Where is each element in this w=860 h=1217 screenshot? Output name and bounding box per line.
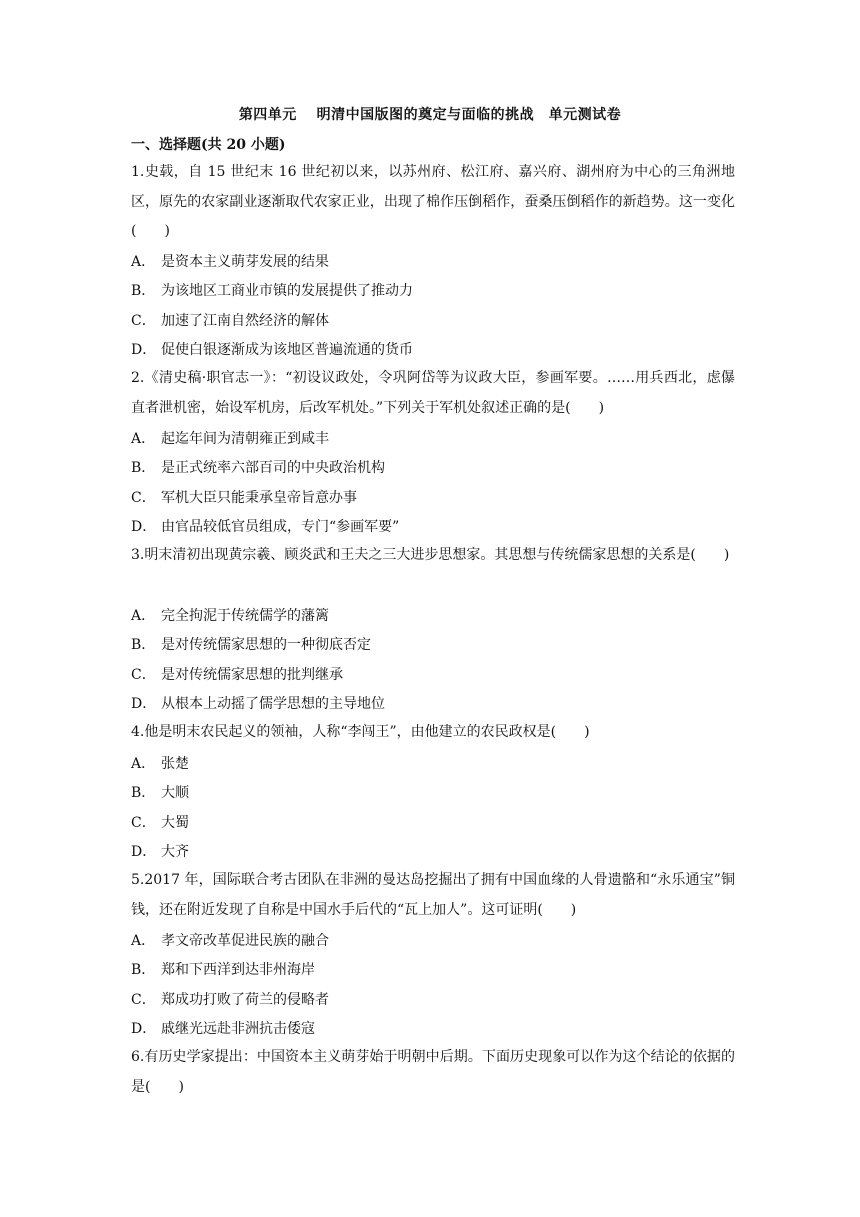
question-3-option-c [131,665,343,685]
question-1-stem: 1.史载，自 15 世纪末 16 世纪初以来，以苏州府、松江府、嘉兴府、湖州府为中心的三角洲地区，原先的农家副业逐渐取代农家正业，出现了棉作压倒稻作，蚕桑压倒稻作的新趋势。这一变化( ) [131,164,735,239]
option-letter: B． [131,283,156,299]
question-4-option-c [131,813,189,833]
option-text: 是对传统儒家思想的批判继承 [161,667,343,683]
option-letter: A． [131,431,156,447]
question-3-option-a [131,606,329,626]
question-2-option-a [131,429,329,449]
option-letter: A． [131,933,156,949]
option-letter: C． [131,667,156,683]
question-6-stem: 6.有历史学家提出：中国资本主义萌芽始于明朝中后期。下面历史现象可以作为这个结论的依据的是( ) [131,1049,735,1095]
option-text: 是正式统率六部百司的中央政治机构 [161,460,385,476]
question-3-option-d [131,694,385,714]
question-5-stem: 5.2017 年，国际联合考古团队在非洲的曼达岛挖掘出了拥有中国血缘的人骨遗骼和“永乐通宝”铜钱，还在附近发现了自称是中国水手后代的“瓦上加人”。这可证明( ) [131,872,735,918]
option-letter: D． [131,519,157,535]
option-letter: B． [131,785,156,801]
option-text: 郑成功打败了荷兰的侵略者 [161,992,329,1008]
option-text: 孝文帝改革促进民族的融合 [161,933,329,949]
option-letter: D． [131,844,157,860]
option-text: 完全拘泥于传统儒学的藩篱 [161,608,329,624]
question-1-option-c [131,311,329,331]
option-letter: A． [131,254,156,270]
question-3-stem: 3.明末清初出现黄宗羲、顾炎武和王夫之三大进步思想家。其思想与传统儒家思想的关系是( ) [131,547,730,563]
question-2-option-d [131,517,399,537]
question-5-option-c [131,990,329,1010]
question-5-option-a [131,931,329,951]
option-letter: B． [131,962,156,978]
option-letter: B． [131,637,156,653]
option-text: 张楚 [161,756,189,772]
option-letter: C． [131,992,156,1008]
option-letter: D． [131,342,157,358]
question-4-option-b [131,783,189,803]
option-text: 是资本主义萌芽发展的结果 [161,254,329,270]
option-letter: C． [131,490,156,506]
option-letter: D． [131,696,157,712]
option-text: 从根本上动摇了儒学思想的主导地位 [161,696,385,712]
question-4-option-d [131,842,189,862]
document-title: 第四单元 明清中国版图的奠定与面临的挑战 单元测试卷 [238,107,622,123]
question-5-option-d [131,1019,315,1039]
question-2-stem: 2.《清史稿·职官志一》：“初设议政处，令巩阿岱等为议政大臣，参画军要。……用兵西北，虑儤直者泄机密，始设军机房，后改军机处。”下列关于军机处叙述正确的是( ) [131,370,735,416]
question-1-option-b [131,281,413,301]
question-1-option-d [131,340,413,360]
question-2-option-b [131,458,385,478]
option-text: 戚继光远赴非洲抗击倭寇 [161,1021,315,1037]
option-text: 军机大臣只能秉承皇帝旨意办事 [161,490,357,506]
option-text: 是对传统儒家思想的一种彻底否定 [161,637,371,653]
question-3-option-b [131,635,371,655]
option-text: 大顺 [161,785,189,801]
question-2-option-c [131,488,357,508]
option-letter: C． [131,815,156,831]
option-letter: D． [131,1021,157,1037]
question-1-option-a [131,252,329,272]
option-text: 大齐 [161,844,189,860]
option-text: 加速了江南自然经济的解体 [161,313,329,329]
option-letter: B． [131,460,156,476]
question-4-option-a [131,754,189,774]
option-text: 郑和下西洋到达非州海岸 [161,962,315,978]
option-letter: C． [131,313,156,329]
option-text: 大蜀 [161,815,189,831]
option-letter: A． [131,756,156,772]
option-text: 促使白银逐渐成为该地区普遍流通的货币 [161,342,413,358]
question-5-option-b [131,960,315,980]
section-heading: 一、选择题(共 20 小题) [131,137,286,153]
option-text: 为该地区工商业市镇的发展提供了推动力 [161,283,413,299]
option-letter: A． [131,608,156,624]
question-4-stem: 4.他是明末农民起义的领袖，人称“李闯王”，由他建立的农民政权是( ) [131,724,590,740]
option-text: 由官品较低官员组成，专门“参画军要” [161,519,400,535]
option-text: 起迄年间为清朝雍正到咸丰 [161,431,329,447]
